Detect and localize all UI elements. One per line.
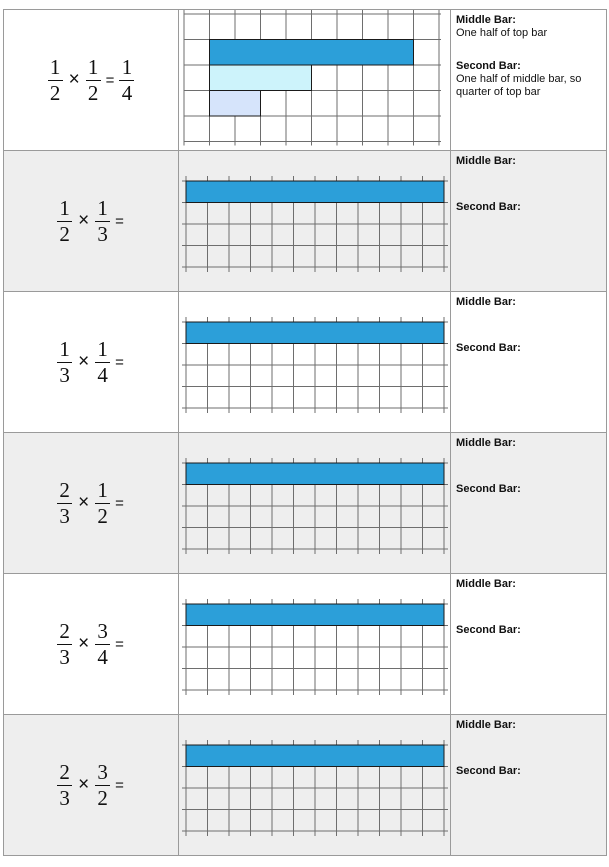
middle-bar-description <box>456 168 601 181</box>
fraction-a-denominator: 3 <box>59 362 70 387</box>
equals-sign: = <box>115 212 124 230</box>
notes-cell <box>451 292 607 432</box>
table-row <box>4 433 607 574</box>
top-bar <box>186 181 444 203</box>
expression-cell <box>4 292 179 432</box>
fraction-a <box>57 336 72 387</box>
second-bar <box>210 91 261 117</box>
multiplication-expression <box>55 759 127 810</box>
table-row <box>4 10 607 151</box>
fraction-b-numerator: 1 <box>97 336 108 361</box>
fraction-b-denominator: 3 <box>97 221 108 246</box>
fraction-a-numerator: 2 <box>59 759 70 784</box>
expression-cell <box>4 10 179 150</box>
fraction-b-denominator: 4 <box>97 362 108 387</box>
second-bar-label: Second Bar: <box>456 201 521 213</box>
fraction-a <box>48 54 63 105</box>
second-bar-label: Second Bar: <box>456 765 521 777</box>
multiplication-expression <box>55 195 127 246</box>
times-sign: × <box>78 774 90 795</box>
middle-bar-label: Middle Bar: <box>456 578 516 590</box>
fraction-result <box>119 54 134 105</box>
equals-sign: = <box>115 353 124 371</box>
bar-model-grid <box>179 10 451 150</box>
fraction-b-denominator: 2 <box>97 785 108 810</box>
bar-model-grid <box>179 151 451 291</box>
multiplication-expression <box>55 477 127 528</box>
bar-model-grid <box>179 574 451 714</box>
fraction-b-numerator: 3 <box>97 618 108 643</box>
table-row <box>4 574 607 715</box>
top-bar <box>186 745 444 767</box>
fraction-b-numerator: 1 <box>87 54 99 79</box>
fraction-b-numerator: 1 <box>97 195 108 220</box>
worksheet-table <box>3 9 607 856</box>
fraction-b <box>95 477 110 528</box>
expression-cell <box>4 715 179 855</box>
table-row <box>4 715 607 856</box>
fraction-a-denominator: 3 <box>59 785 70 810</box>
expression-cell <box>4 151 179 291</box>
fraction-a <box>57 618 72 669</box>
middle-bar-description: One half of top bar <box>456 27 548 39</box>
middle-bar-label: Middle Bar: <box>456 437 516 449</box>
notes-cell <box>451 574 607 714</box>
middle-bar-label: Middle Bar: <box>456 296 516 308</box>
top-bar <box>186 322 444 344</box>
fraction-b <box>86 54 101 105</box>
times-sign: × <box>78 351 90 372</box>
middle-bar-label: Middle Bar: <box>456 719 516 731</box>
fraction-b <box>95 759 110 810</box>
equals-sign: = <box>115 494 124 512</box>
notes-cell <box>451 715 607 855</box>
second-bar-description: One half of middle bar, so quarter of top bar <box>456 73 582 98</box>
fraction-b-denominator: 2 <box>87 80 99 105</box>
equals-sign: = <box>115 635 124 653</box>
fraction-a-numerator: 1 <box>49 54 61 79</box>
fraction-a-numerator: 1 <box>59 195 70 220</box>
fraction-a-denominator: 3 <box>59 503 70 528</box>
multiplication-expression <box>46 54 137 105</box>
bar-model-cell <box>179 10 451 150</box>
bar-model-cell <box>179 574 451 714</box>
second-bar-label: Second Bar: <box>456 624 521 636</box>
expression-cell <box>4 574 179 714</box>
notes-cell <box>451 433 607 573</box>
middle-bar <box>210 65 312 91</box>
multiplication-expression <box>55 618 127 669</box>
top-bar <box>210 40 414 66</box>
fraction-a-denominator: 2 <box>59 221 70 246</box>
equals-sign: = <box>105 71 115 89</box>
fraction-a <box>57 477 72 528</box>
table-row <box>4 151 607 292</box>
fraction-b-numerator: 1 <box>97 477 108 502</box>
second-bar-label: Second Bar: <box>456 483 521 495</box>
top-bar <box>186 604 444 626</box>
table-row <box>4 292 607 433</box>
middle-bar-description <box>456 450 601 463</box>
bar-model-grid <box>179 715 451 855</box>
times-sign: × <box>68 69 80 90</box>
fraction-a-denominator: 3 <box>59 644 70 669</box>
fraction-result-numerator: 1 <box>121 54 133 79</box>
equals-sign: = <box>115 776 124 794</box>
top-bar <box>186 463 444 485</box>
middle-bar-label: Middle Bar: <box>456 155 516 167</box>
middle-bar-label: Middle Bar: <box>456 14 516 26</box>
middle-bar-description <box>456 309 601 322</box>
bar-model-cell <box>179 151 451 291</box>
bar-model-cell <box>179 715 451 855</box>
fraction-b <box>95 195 110 246</box>
bar-model-cell <box>179 433 451 573</box>
bar-model-grid <box>179 433 451 573</box>
fraction-a <box>57 195 72 246</box>
middle-bar-description <box>456 732 601 745</box>
fraction-a-numerator: 1 <box>59 336 70 361</box>
middle-bar-description <box>456 591 601 604</box>
fraction-b-numerator: 3 <box>97 759 108 784</box>
second-bar-label: Second Bar: <box>456 342 521 354</box>
fraction-a-denominator: 2 <box>49 80 61 105</box>
fraction-a-numerator: 2 <box>59 477 70 502</box>
fraction-b <box>95 336 110 387</box>
times-sign: × <box>78 210 90 231</box>
bar-model-grid <box>179 292 451 432</box>
bar-model-cell <box>179 292 451 432</box>
expression-cell <box>4 433 179 573</box>
second-bar-label: Second Bar: <box>456 60 521 72</box>
times-sign: × <box>78 492 90 513</box>
fraction-b-denominator: 4 <box>97 644 108 669</box>
fraction-b-denominator: 2 <box>97 503 108 528</box>
multiplication-expression <box>55 336 127 387</box>
fraction-result-denominator: 4 <box>121 80 133 105</box>
fraction-b <box>95 618 110 669</box>
times-sign: × <box>78 633 90 654</box>
fraction-a-numerator: 2 <box>59 618 70 643</box>
fraction-a <box>57 759 72 810</box>
notes-cell <box>451 10 607 150</box>
notes-cell <box>451 151 607 291</box>
